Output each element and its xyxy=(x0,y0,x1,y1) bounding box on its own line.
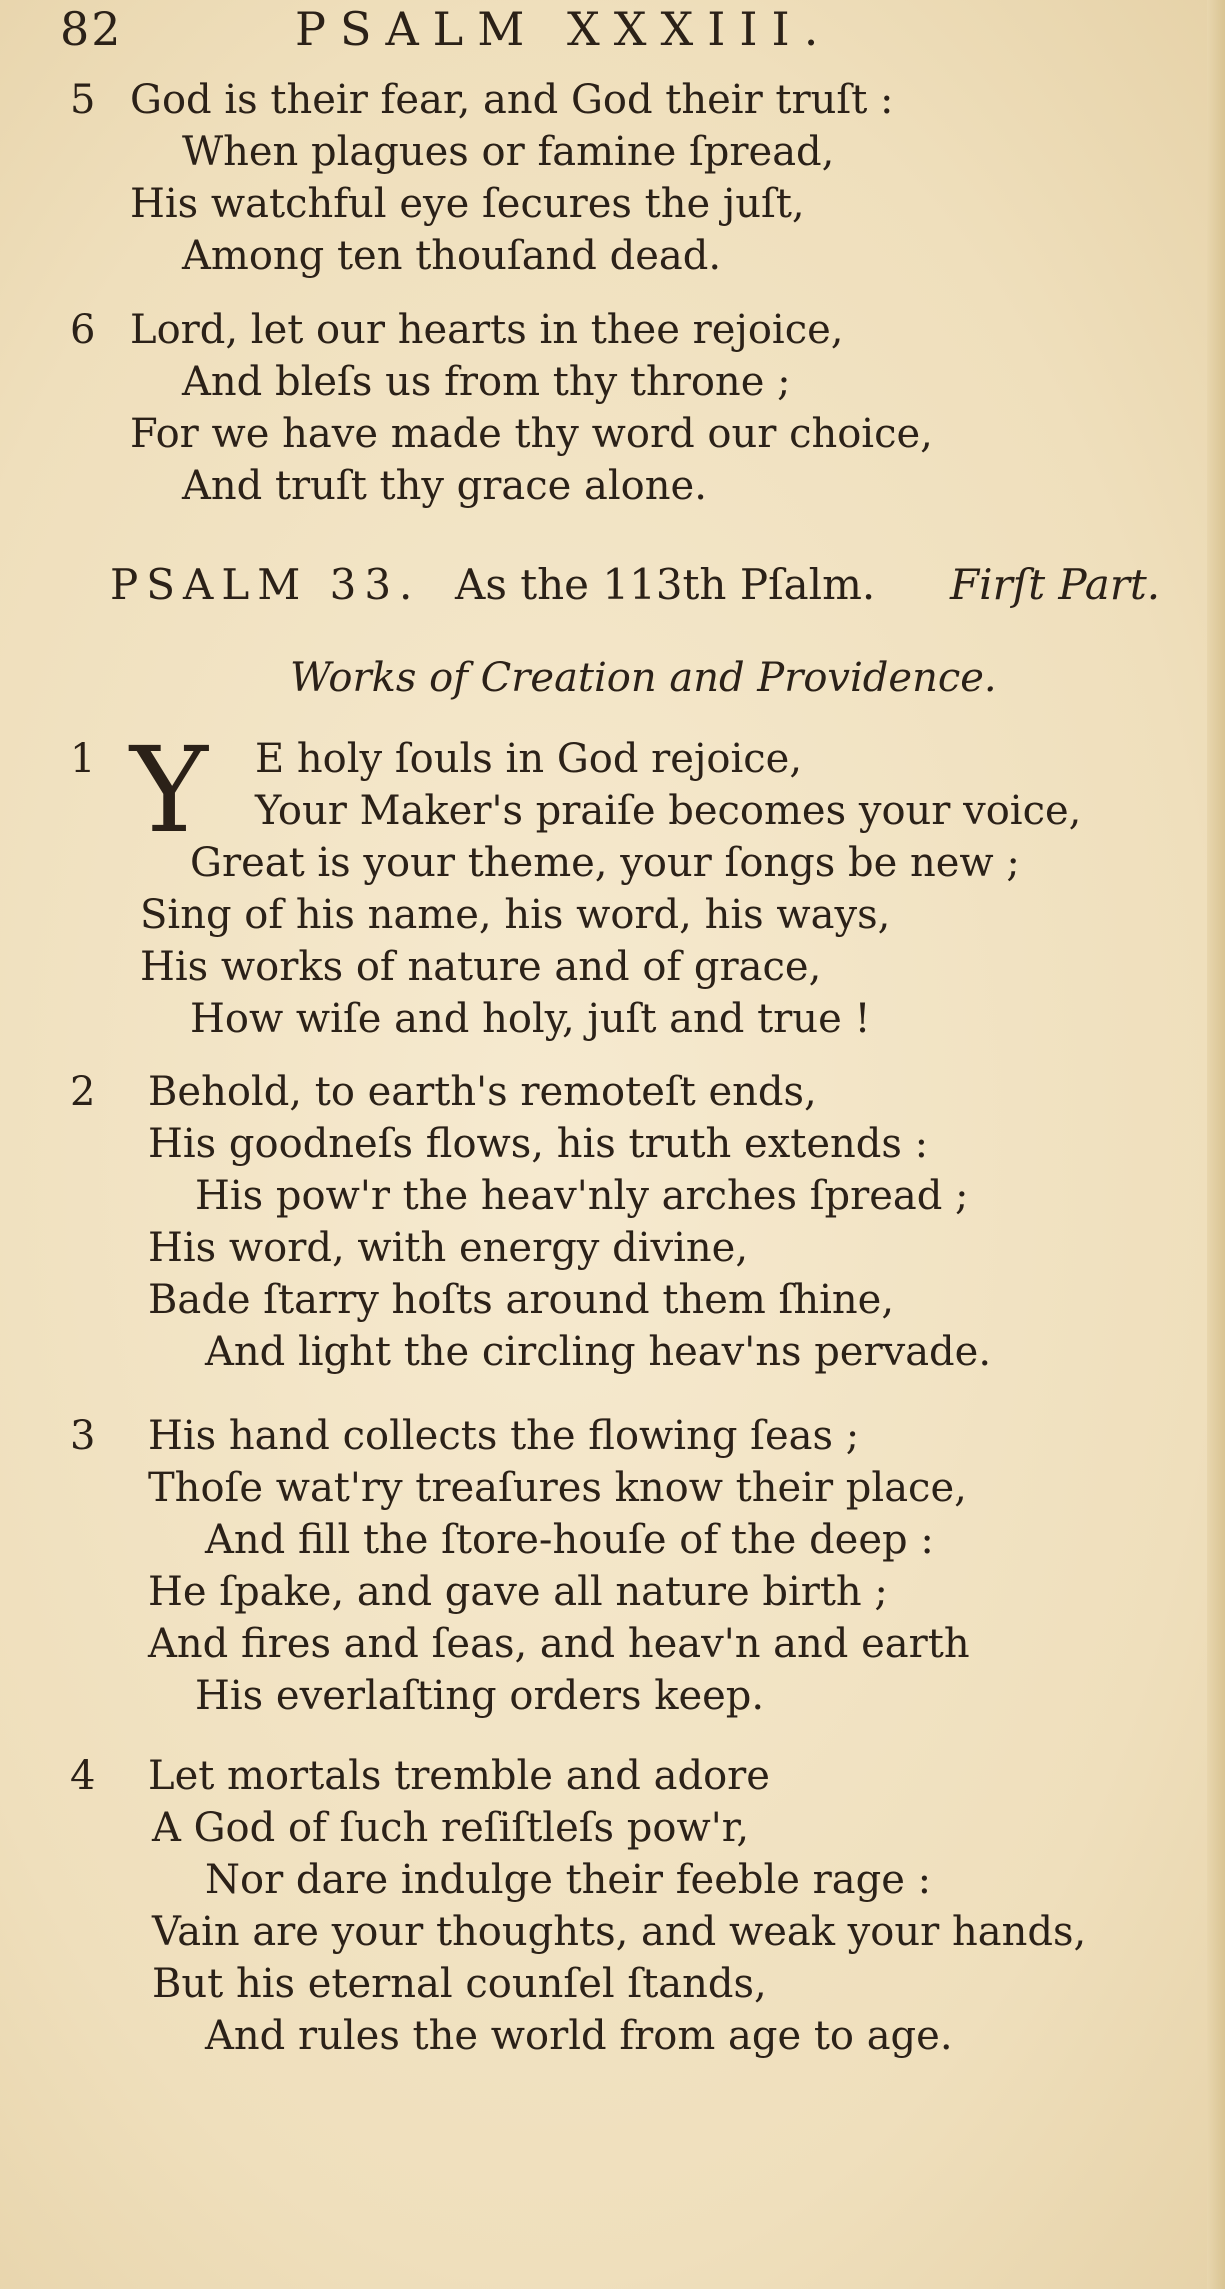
verse-line: Bade ſtarry hoſts around them ſhine, xyxy=(148,1277,895,1323)
page-number: 82 xyxy=(60,2,123,56)
verse-line: He ſpake, and gave all nature birth ; xyxy=(148,1569,888,1615)
stanza-number: 6 xyxy=(70,307,96,353)
verse-line: And truſt thy grace alone. xyxy=(182,463,707,509)
verse-line: For we have made thy word our choice, xyxy=(130,411,933,457)
verse-line: And rules the world from age to age. xyxy=(205,2013,953,2059)
verse-number: 4 xyxy=(70,1753,96,1799)
verse-line: How wiſe and holy, juſt and true ! xyxy=(190,996,871,1042)
verse-line: Thoſe wat'ry treaſures know their place, xyxy=(148,1465,967,1511)
verse-line: Lord, let our hearts in thee rejoice, xyxy=(130,307,844,353)
verse-line: Nor dare indulge their feeble rage : xyxy=(205,1857,932,1903)
verse-line: His hand collects the flowing ſeas ; xyxy=(148,1413,860,1459)
verse-line: A God of ſuch reſiſtleſs pow'r, xyxy=(152,1805,750,1851)
verse-number: 2 xyxy=(70,1069,96,1115)
part-label: Firſt Part. xyxy=(950,560,1161,609)
verse-number: 3 xyxy=(70,1413,96,1459)
psalm-heading xyxy=(110,560,1170,620)
verse-number: 1 xyxy=(70,736,96,782)
verse-line: And fires and ſeas, and heav'n and earth xyxy=(148,1621,970,1667)
verse-line: God is their fear, and God their truſt : xyxy=(130,77,894,123)
header-title: PSALM XXXIII. xyxy=(295,2,833,56)
verse-line: And bleſs us from thy throne ; xyxy=(182,359,791,405)
verse-line: His works of nature and of grace, xyxy=(140,944,822,990)
verse-line: His goodneſs flows, his truth extends : xyxy=(148,1121,929,1167)
verse-line: E holy ſouls in God rejoice, xyxy=(255,736,803,782)
verse-line: Great is your theme, your ſongs be new ; xyxy=(190,840,1020,886)
tune-reference: As the 113th Pſalm. xyxy=(455,560,876,609)
verse-line: Vain are your thoughts, and weak your hands, xyxy=(152,1909,1087,1955)
verse-line: His word, with energy divine, xyxy=(148,1225,749,1271)
page-edge xyxy=(1207,0,1225,2289)
verse-line: Behold, to earth's remoteſt ends, xyxy=(148,1069,817,1115)
running-head xyxy=(60,2,1160,62)
verse-line: When plagues or famine ſpread, xyxy=(182,129,835,175)
verse-line: And fill the ſtore-houſe of the deep : xyxy=(205,1517,934,1563)
psalm-number: PSALM 33. xyxy=(110,560,421,609)
verse-line: Among ten thouſand dead. xyxy=(182,233,722,279)
drop-cap: Y xyxy=(130,721,208,859)
verse-line: Let mortals tremble and adore xyxy=(148,1753,770,1799)
verse-line: But his eternal counſel ſtands, xyxy=(152,1961,767,2007)
verse-line: Sing of his name, his word, his ways, xyxy=(140,892,891,938)
verse-line: His watchful eye ſecures the juſt, xyxy=(130,181,805,227)
verse-line: His pow'r the heav'nly arches ſpread ; xyxy=(195,1173,969,1219)
verse-line: Your Maker's praiſe becomes your voice, xyxy=(255,788,1082,834)
psalm-subtitle: Works of Creation and Providence. xyxy=(290,655,997,701)
verse-line: And light the circling heav'ns pervade. xyxy=(205,1329,992,1375)
stanza-number: 5 xyxy=(70,77,96,123)
verse-line: His everlaſting orders keep. xyxy=(195,1673,765,1719)
